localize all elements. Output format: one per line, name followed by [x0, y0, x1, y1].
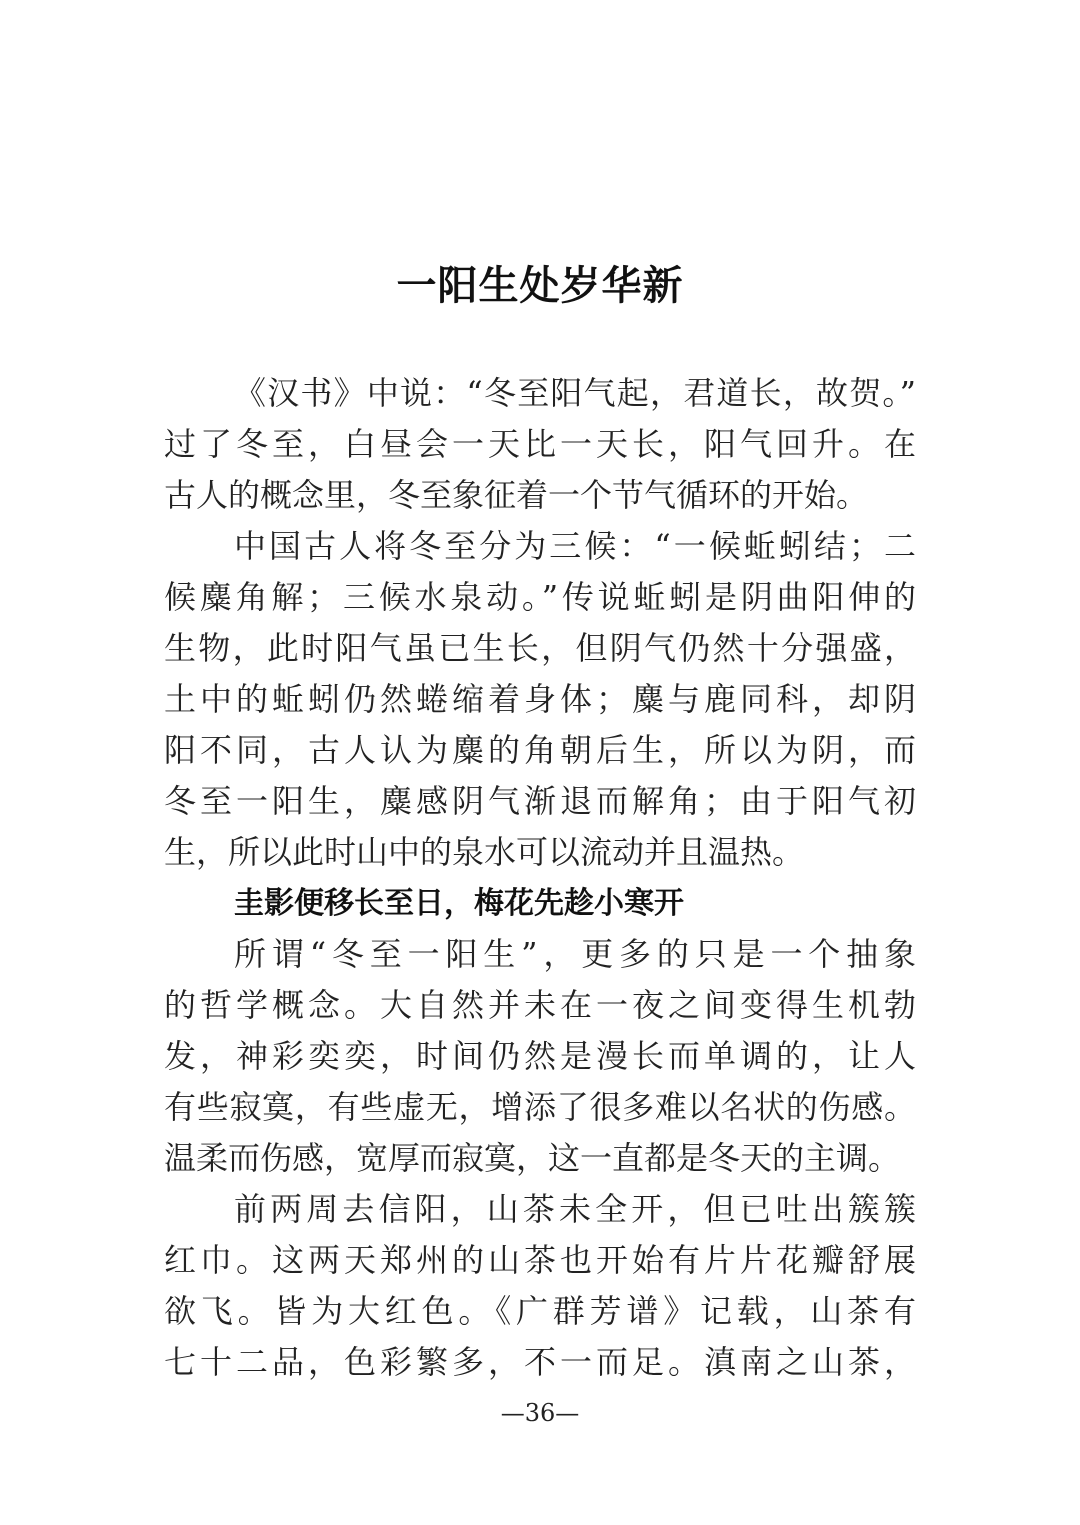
- paragraph-line: 的哲学概念。大自然并未在一夜之间变得生机勃: [164, 986, 916, 1024]
- paragraph-line: 温柔而伤感，宽厚而寂寞，这一直都是冬天的主调。: [164, 1139, 901, 1177]
- paragraph-line: 土中的蚯蚓仍然蜷缩着身体；麋与鹿同科，却阴: [164, 680, 916, 718]
- page-number: —36—: [500, 1399, 580, 1427]
- paragraph-line: 古人的概念里，冬至象征着一个节气循环的开始。: [164, 476, 869, 514]
- section-heading: 圭影便移长至日，梅花先趁小寒开: [234, 886, 684, 921]
- article-body: [164, 368, 916, 1388]
- paragraph-line: 有些寂寞，有些虚无，增添了很多难以名状的伤感。: [164, 1088, 916, 1126]
- article-title: 一阳生处岁华新: [396, 262, 684, 309]
- paragraph-line: 过了冬至，白昼会一天比一天长，阳气回升。在: [164, 425, 916, 463]
- paragraph-line: 候麋角解；三候水泉动。”传说蚯蚓是阴曲阳伸的: [164, 578, 916, 616]
- paragraph-line: 生，所以此时山中的泉水可以流动并且温热。: [164, 833, 805, 871]
- paragraph-line: 红巾。这两天郑州的山茶也开始有片片花瓣舒展: [164, 1241, 916, 1279]
- paragraph-line: 《汉书》中说：“冬至阳气起，君道长，故贺。”: [234, 374, 916, 412]
- paragraph-line: 所谓“冬至一阳生”，更多的只是一个抽象: [234, 935, 916, 973]
- paragraph-line: 欲飞。皆为大红色。《广群芳谱》记载，山茶有: [164, 1292, 916, 1330]
- paragraph-line: 冬至一阳生，麋感阴气渐退而解角；由于阳气初: [164, 782, 916, 820]
- paragraph-line: 七十二品，色彩繁多，不一而足。滇南之山茶，: [164, 1343, 916, 1381]
- paragraph-line: 前两周去信阳，山茶未全开，但已吐出簇簇: [234, 1190, 916, 1228]
- paragraph-line: 中国古人将冬至分为三候：“一候蚯蚓结；二: [234, 527, 916, 565]
- paragraph-line: 生物，此时阳气虽已生长，但阴气仍然十分强盛，: [164, 629, 916, 667]
- paragraph-line: 阳不同，古人认为麋的角朝后生，所以为阴，而: [164, 731, 916, 769]
- paragraph-line: 发，神彩奕奕，时间仍然是漫长而单调的，让人: [164, 1037, 916, 1075]
